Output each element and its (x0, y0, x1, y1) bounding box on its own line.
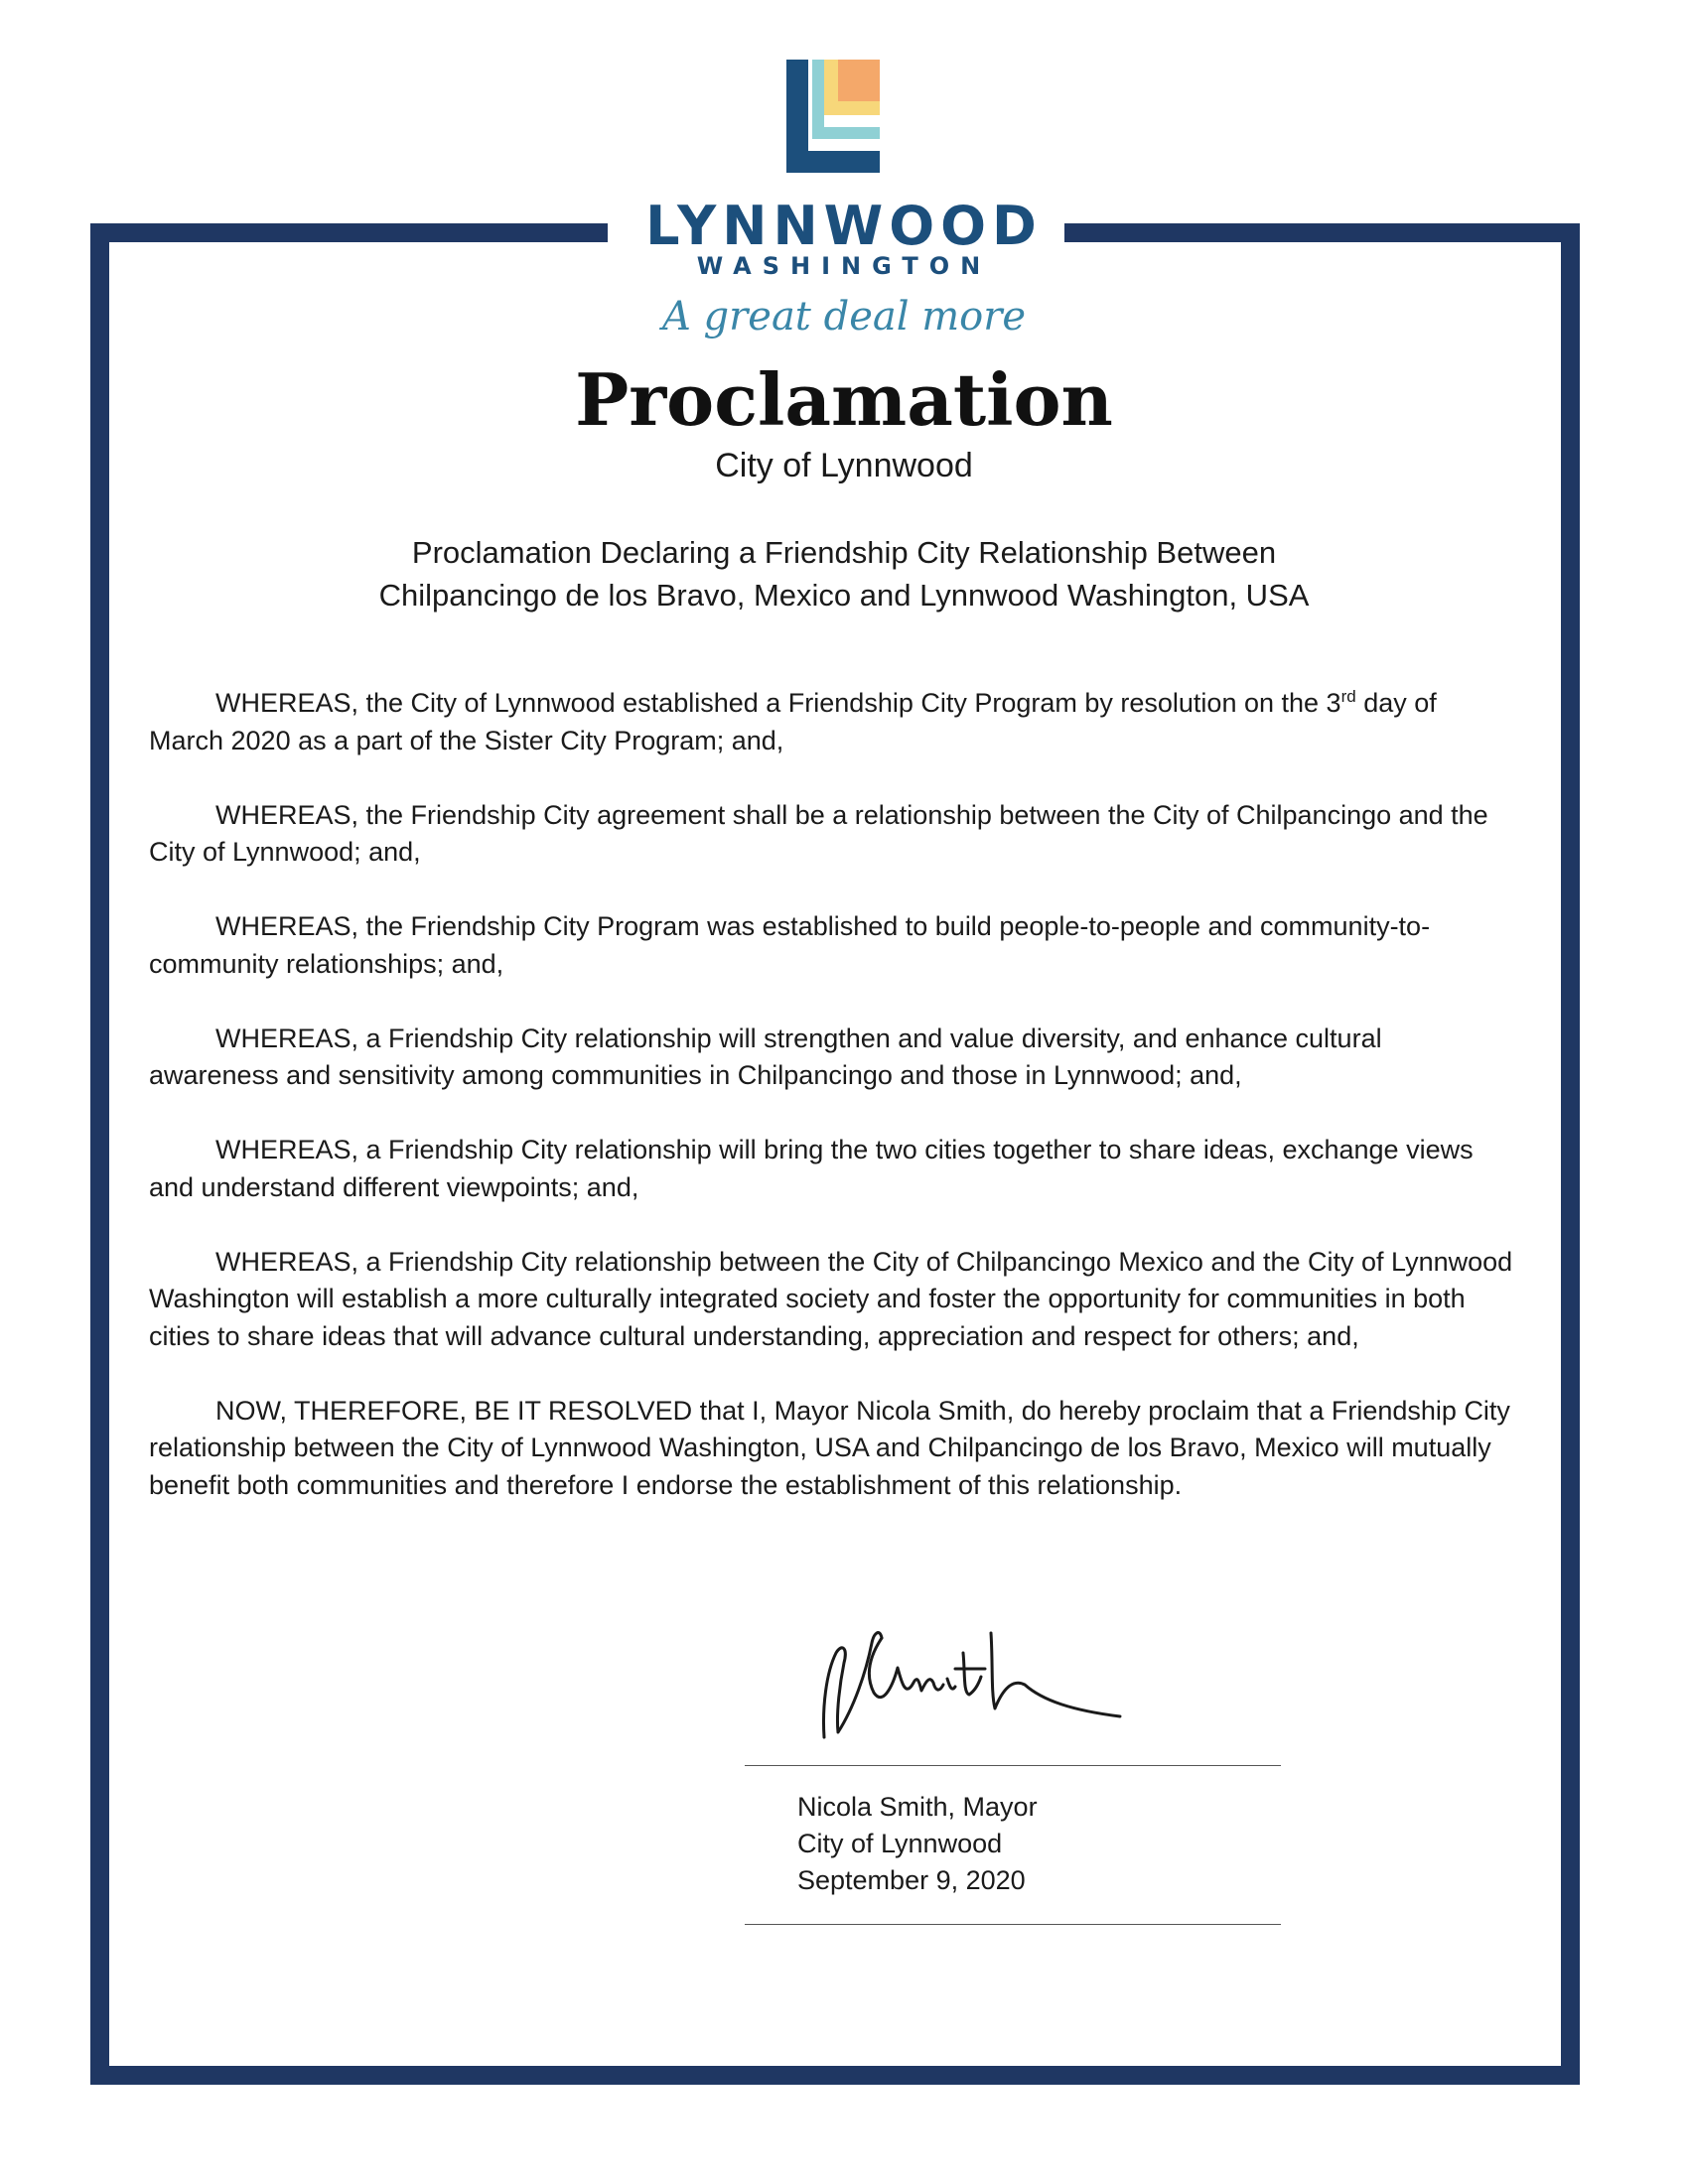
p1-superscript: rd (1340, 687, 1356, 706)
heading-line-2: Chilpancingo de los Bravo, Mexico and Lynnwood Washington, USA (378, 578, 1310, 613)
resolution-paragraph: NOW, THEREFORE, BE IT RESOLVED that I, Mayor Nicola Smith, do hereby proclaim that a Friendship City relationship between the City of Lynnwood Washington, USA and Chilpancingo de los Bravo, Mexico will mutually benefit both communities and therefore I endorse the establishment of this relationship. (149, 1395, 1510, 1500)
signature-date: September 9, 2020 (797, 1865, 1026, 1895)
mayor-signature (814, 1613, 1132, 1762)
logo-name: LYNNWOOD (645, 195, 1043, 257)
signer-name-title: Nicola Smith, Mayor (797, 1792, 1038, 1822)
lynnwood-logo-mark (774, 58, 904, 175)
p1-text-end: day of March 2020 as a part of the Sister City Program; and, (149, 688, 1437, 755)
logo-tagline: A great deal more (661, 294, 1027, 340)
whereas-paragraph-3: WHEREAS, the Friendship City Program was established to build people-to-people and community-to-community relationships; and, (149, 911, 1431, 979)
heading-line-1: Proclamation Declaring a Friendship City Relationship Between (411, 535, 1277, 570)
page-title: Proclamation (575, 357, 1113, 442)
whereas-paragraph-4: WHEREAS, a Friendship City relationship will strengthen and value diversity, and enhance cultural awareness and sensitivity among communities in Chilpancingo and those in Lynnwood; and, (149, 1023, 1382, 1090)
proclamation-heading (0, 531, 1688, 616)
whereas-paragraph-2: WHEREAS, the Friendship City agreement shall be a relationship between the City of Chilpancingo and the City of Lynnwood; and, (149, 799, 1488, 867)
signature-line-top (745, 1765, 1281, 1766)
signature-block (797, 1789, 1038, 1899)
page-subtitle: City of Lynnwood (715, 447, 973, 484)
whereas-paragraph-5: WHEREAS, a Friendship City relationship will bring the two cities together to share ideas, exchange views and understand different viewpoints; and, (149, 1135, 1474, 1202)
signer-organization: City of Lynnwood (797, 1829, 1003, 1858)
whereas-paragraph-6: WHEREAS, a Friendship City relationship between the City of Chilpancingo Mexico and the City of Lynnwood Washington will establish a more culturally integrated society and foster the opportunity for communities in both cities to share ideas that will advance cultural understanding, appreciation and respect for others; and, (149, 1246, 1513, 1351)
p1-text-start: WHEREAS, the City of Lynnwood established a Friendship City Program by resolution on the 3 (215, 688, 1341, 718)
proclamation-body (149, 685, 1514, 1542)
signature-line-bottom (745, 1924, 1281, 1925)
whereas-paragraph-1 (149, 685, 1514, 759)
logo-subname: WASHINGTON (696, 252, 992, 280)
